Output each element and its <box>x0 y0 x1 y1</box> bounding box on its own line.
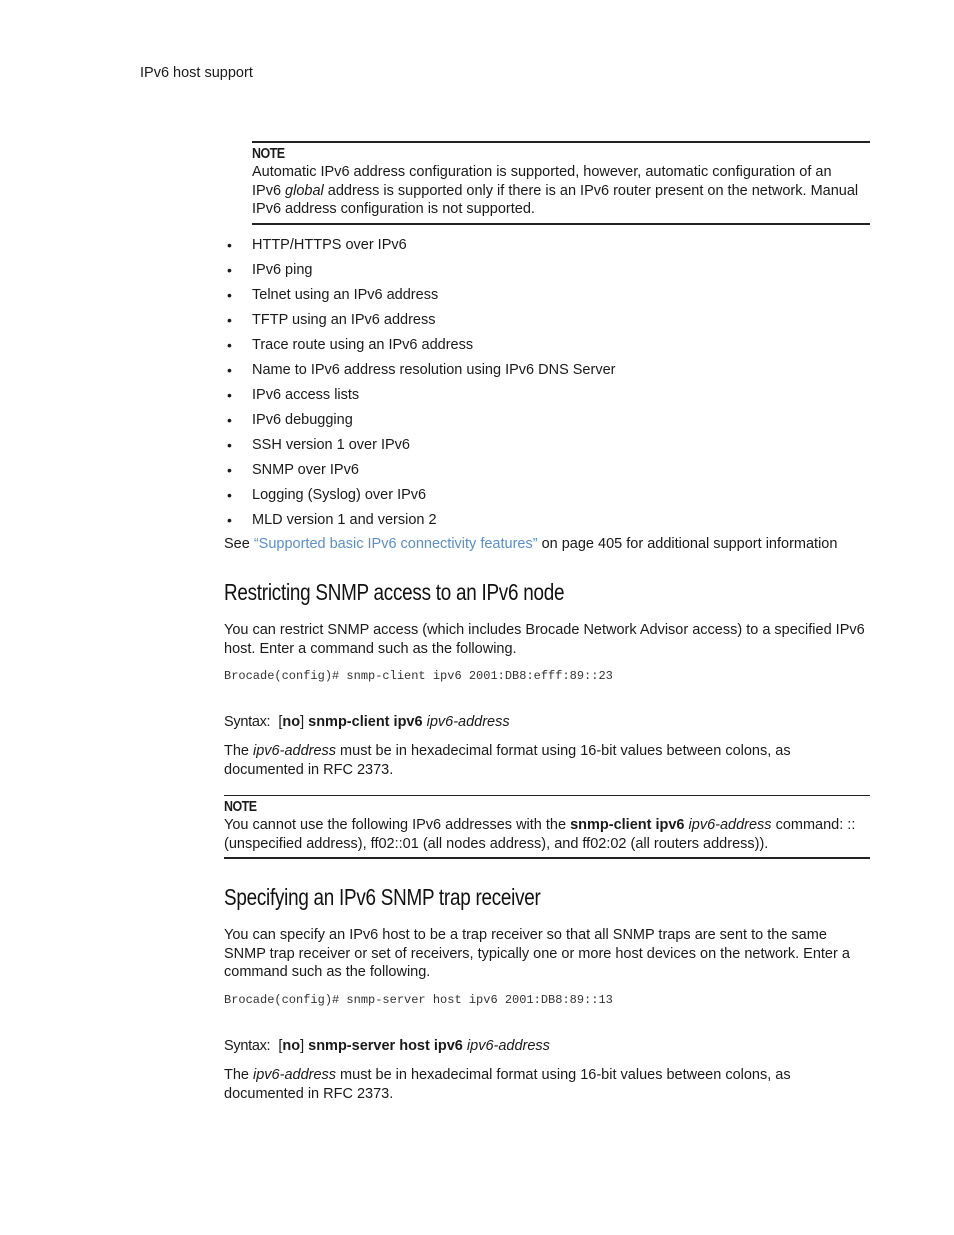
list-item <box>224 485 864 510</box>
text-span: The <box>224 1067 254 1083</box>
note-box <box>252 141 870 225</box>
list-item-label: HTTP/HTTPS over IPv6 <box>252 237 407 253</box>
text-span: The <box>224 743 254 759</box>
paragraph-line: documented in RFC 2373. <box>224 1085 394 1102</box>
syntax-command: snmp-client ipv6 <box>308 714 423 730</box>
note-text-span: address is supported only if there is an IPv6 router present on the network. Manual <box>323 182 859 199</box>
running-header: IPv6 host support <box>140 65 253 81</box>
parameter-description <box>224 742 874 779</box>
bullet-icon: • <box>227 312 232 328</box>
list-item <box>224 235 864 260</box>
cross-reference-link[interactable]: “Supported basic IPv6 connectivity features” <box>253 536 538 552</box>
note-line: (unspecified address), ff02::01 (all nodes address), and ff02:02 (all routers address)). <box>224 835 769 852</box>
list-item <box>224 310 864 335</box>
list-item-label: Telnet using an IPv6 address <box>252 287 439 303</box>
see-also-suffix: on page 405 for additional support information <box>537 536 838 552</box>
code-example: Brocade(config)# snmp-client ipv6 2001:DB8:efff:89::23 <box>224 669 613 683</box>
list-item-label: SSH version 1 over IPv6 <box>252 437 410 453</box>
see-also-prefix: See <box>224 536 254 552</box>
paragraph-line: documented in RFC 2373. <box>224 761 394 778</box>
syntax-command: snmp-server host ipv6 <box>308 1038 463 1054</box>
note-text <box>252 163 870 219</box>
text-span: must be in hexadecimal format using 16-bit values between colons, as <box>336 1067 791 1083</box>
paragraph-line: host. Enter a command such as the following. <box>224 640 517 657</box>
list-item <box>224 335 864 360</box>
note-line <box>224 816 870 835</box>
list-item-label: Logging (Syslog) over IPv6 <box>252 487 427 503</box>
bullet-icon: • <box>227 387 232 403</box>
text-span: must be in hexadecimal format using 16-bit values between colons, as <box>336 743 791 759</box>
note-box <box>224 795 870 859</box>
paragraph-line <box>224 742 874 761</box>
paragraph-line: SNMP trap receiver or set of receivers, typically one or more host devices on the network. Enter a <box>224 945 850 962</box>
bullet-icon: • <box>227 512 232 528</box>
note-title: NOTE <box>224 799 257 815</box>
syntax-argument: ipv6-address <box>466 1038 550 1054</box>
syntax-bracket: [ <box>278 714 283 730</box>
section-paragraph <box>224 621 874 658</box>
see-also-line <box>224 535 874 554</box>
syntax-line <box>224 714 510 730</box>
syntax-label: Syntax: <box>224 714 271 730</box>
note-title: NOTE <box>252 146 285 162</box>
parameter-description <box>224 1066 874 1103</box>
section-paragraph <box>224 926 874 982</box>
bullet-icon: • <box>227 362 232 378</box>
bullet-icon: • <box>227 337 232 353</box>
paragraph-line <box>224 1066 874 1085</box>
paragraph-line: You can specify an IPv6 host to be a trap receiver so that all SNMP traps are sent to the same <box>224 927 827 943</box>
note-argument: ipv6-address <box>688 817 772 833</box>
list-item <box>224 360 864 385</box>
list-item <box>224 385 864 410</box>
list-item-label: Name to IPv6 address resolution using IPv6 DNS Server <box>252 362 616 378</box>
list-item-label: IPv6 ping <box>252 262 313 278</box>
feature-list <box>224 235 864 535</box>
syntax-bracket: ] <box>300 1038 305 1054</box>
note-line <box>252 182 870 201</box>
note-text <box>224 816 870 853</box>
list-item-label: IPv6 debugging <box>252 412 353 428</box>
section-heading-snmp-trap-receiver: Specifying an IPv6 SNMP trap receiver <box>224 884 541 910</box>
note-text-span: You cannot use the following IPv6 addresses with the <box>224 817 571 833</box>
parameter-name: ipv6-address <box>253 743 337 759</box>
list-item <box>224 410 864 435</box>
paragraph-line: command such as the following. <box>224 964 431 981</box>
code-example: Brocade(config)# snmp-server host ipv6 2001:DB8:89::13 <box>224 993 613 1007</box>
list-item <box>224 285 864 310</box>
note-emphasis: global <box>285 182 324 199</box>
list-item <box>224 260 864 285</box>
note-line: Automatic IPv6 address configuration is supported, however, automatic configuration of an <box>252 164 832 180</box>
bullet-icon: • <box>227 287 232 303</box>
bullet-icon: • <box>227 237 232 253</box>
section-heading-restricting-snmp: Restricting SNMP access to an IPv6 node <box>224 579 565 605</box>
list-item-label: MLD version 1 and version 2 <box>252 512 437 528</box>
list-item-label: Trace route using an IPv6 address <box>252 337 474 353</box>
list-item-label: TFTP using an IPv6 address <box>252 312 436 328</box>
list-item <box>224 435 864 460</box>
bullet-icon: • <box>227 412 232 428</box>
note-command: snmp-client ipv6 <box>570 817 685 833</box>
syntax-keyword: no <box>282 714 301 730</box>
list-item <box>224 510 864 535</box>
syntax-bracket: ] <box>300 714 305 730</box>
bullet-icon: • <box>227 437 232 453</box>
syntax-bracket: [ <box>278 1038 283 1054</box>
note-text-span: IPv6 <box>252 182 286 199</box>
parameter-name: ipv6-address <box>253 1067 337 1083</box>
syntax-label: Syntax: <box>224 1038 271 1054</box>
note-text-span: command: :: <box>771 817 856 833</box>
syntax-keyword: no <box>282 1038 301 1054</box>
list-item <box>224 460 864 485</box>
paragraph-line: You can restrict SNMP access (which includes Brocade Network Advisor access) to a specified IPv6 <box>224 622 865 638</box>
note-line: IPv6 address configuration is not supported. <box>252 201 535 217</box>
syntax-line <box>224 1038 550 1054</box>
list-item-label: SNMP over IPv6 <box>252 462 359 478</box>
bullet-icon: • <box>227 262 232 278</box>
bullet-icon: • <box>227 462 232 478</box>
bullet-icon: • <box>227 487 232 503</box>
syntax-argument: ipv6-address <box>426 714 510 730</box>
list-item-label: IPv6 access lists <box>252 387 360 403</box>
